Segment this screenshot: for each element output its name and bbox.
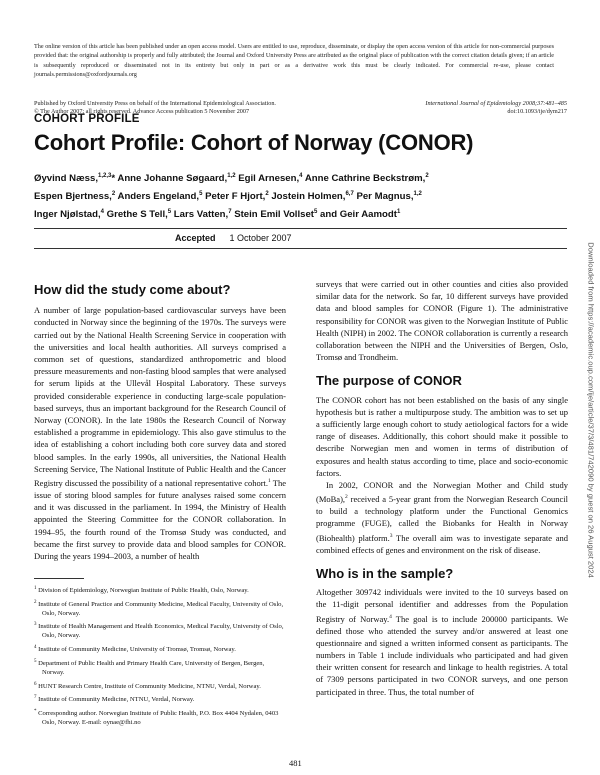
left-column — [34, 284, 286, 562]
affiliation-item: $^3$ Institute of Health Management and Health Economics, Medical Faculty, University of Oslo, Oslo, Norway. — [34, 622, 284, 640]
affiliation-item: * Corresponding author. Norwegian Institute of Public Health, P.O. Box 4404 Nydalen, 0403 Oslo, Norway. E-mail: oynae@fhi.no — [34, 709, 279, 727]
affiliation-item: $^1$ Division of Epidemiology, Norwegian Institute of Public Health, Oslo, Norway. — [34, 586, 249, 595]
paragraph-purpose-1: The CONOR cohort has not been established on the basis of any single hypothesis but is rather a multipurpose study. The ambition was to set up a sufficiently large enough cohort to study aetiological factors for a wide range of diseases. Additionally, this cohort should make it possible to describe Norwegian men and women in terms of distribution of exposures and health status according to time, place and socio-economic factors. — [316, 394, 568, 478]
accepted-label: Accepted — [175, 233, 216, 243]
page-number: 481 — [289, 758, 302, 768]
affiliation-item: $^6$ HUNT Research Centre, Institute of Community Medicine, NTNU, Verdal, Norway. — [34, 681, 261, 690]
article-kicker: COHORT PROFILE — [34, 113, 140, 125]
paragraph-origin: A number of large population-based cardiovascular surveys have been conducted in Norway since the beginning of the 1970s. The surveys were carried out by the National Health Screening Service in cooperation with the universities and local health authorities. All surveys comprised a common set of questions, standardized anthropometric and blood pressure measurements and non-fasting blood samples that were analysed for serum lipids at the Ullevål Hospital Laboratory. These surveys provided considerable experience in conducting large-scale population-based surveys, thus an important background for the Research Council of Norway (CONOR). In the late 1980s the Research Council of Norway established a programme in epidemiology. This also gave stimulus to the idea of establishing a cohort including both core survey data and stored blood samples. In the early 1990s, all universities, the National Health Screening Service, The National Institute of Public Health and the Cancer Registry discussed the possibility of a national representative cohort.$^1$ The issue of storing blood samples for future analyses raised some concern and it was discussed in the parliament. In 1994, the Ministry of Health appointed the Steering Committee for the CONOR collaboration. In 1994–95, the fourth round of the Tromsø Study was conducted, and became the first survey to provide data and blood samples for CONOR. During the years 1994–2003, a number of health — [34, 305, 286, 562]
download-watermark: Downloaded from https://academic.oup.com/ije/article/37/3/481/742090 by guest on 26 August 2024 — [586, 242, 596, 578]
affiliation-item: $^7$ Institute of Community Medicine, NTNU, Verdal, Norway. — [34, 695, 195, 704]
accepted-date-row — [175, 233, 292, 243]
footnote-rule — [34, 578, 84, 579]
section-heading-sample: Who is in the sample? — [316, 565, 454, 581]
journal-ref: International Journal of Epidemiology 2008;37:481–485 — [425, 100, 567, 107]
article-title: Cohort Profile: Cohort of Norway (CONOR) — [34, 130, 474, 155]
affiliation-item: $^5$ Department of Public Health and Primary Health Care, University of Bergen, Bergen, Norway. — [34, 658, 265, 676]
authors-line-3: Inger Njølstad,$^4$ Grethe S Tell,$^5$ Lars Vatten,$^7$ Stein Emil Vollset$^5$ and Geir Aamodt$^1$ — [34, 208, 401, 220]
authors-line-2: Espen Bjertness,$^2$ Anders Engeland,$^5$ Peter F Hjort,$^2$ Jostein Holmen,$^{6,7}$ Per Magnus,$^{1,2}$ — [34, 190, 422, 203]
accepted-rule-top — [34, 228, 567, 229]
accepted-date: 1 October 2007 — [229, 233, 292, 243]
section-heading-purpose: The purpose of CONOR — [316, 373, 462, 389]
author-list — [34, 169, 567, 223]
paragraph-sample: Altogether 309742 individuals were invited to the 10 surveys based on the 11-digit personal identifier and addresses from the Population Registry of Norway.$^4$ The goal is to include 200000 participants. We defined those who attended the survey and/or answered at least one questionnaire and signed a written informed consent as participants. The numbers in Table 1 include individuals who participated and had given their written consent for research and linkage to health registries. A total of 7309 persons participated in two CONOR surveys, and one person participated in three. Thus, the total number of — [316, 587, 568, 697]
copyright-line: © The Author 2007; all rights reserved. Advance Access publication 5 November 2007 — [34, 108, 250, 115]
section-heading-origin: How did the study come about? — [34, 282, 231, 297]
paragraph-origin-cont: surveys that were carried out in other counties and cities also provided similar data for the network. So far, 10 different surveys have provided data and blood samples for CONOR (Figure 1). The administrative responsibility for CONOR was given to the Norwegian Institute of Public Health (NIPH) in 2002. The CONOR collaboration is currently a research collaboration between the NIPH and the Universities of Bergen, Oslo, Tromsø and Trondheim. — [316, 279, 568, 363]
doi[interactable]: doi:10.1093/ije/dym217 — [507, 108, 567, 115]
authors-line-1: Øyvind Næss,$^{1,2,3}$* Anne Johanne Søgaard,$^{1,2}$ Egil Arnesen,$^4$ Anne Cathrine Beckstrøm,$^2$ — [34, 173, 429, 185]
publisher-row — [34, 100, 567, 108]
accepted-rule-bottom — [34, 248, 567, 249]
affiliation-item: $^2$ Institute of General Practice and Community Medicine, Medical Faculty, University of Oslo, Oslo, Norway. — [34, 599, 284, 617]
open-access-notice: The online version of this article has been published under an open access model. Users are entitled to use, reproduce, disseminate, or display the open access version of this article for non-commercial purposes provided that: the original authorship is properly and fully attributed; the Journal and Oxford University Press are attributed as the original place of publication with the correct citation details given; if an article is subsequently reproduced or disseminated not in its entirety but only in part or as a derivative work this must be clearly indicated. For commercial re-use, please contact journals.permissions@oxfordjournals.org — [34, 43, 554, 78]
affiliation-item: $^4$ Institute of Community Medicine, University of Tromsø, Tromsø, Norway. — [34, 645, 236, 654]
publisher-line: Published by Oxford University Press on behalf of the International Epidemiological Association. — [34, 100, 276, 107]
affiliations — [34, 585, 286, 731]
right-column — [316, 278, 568, 698]
paragraph-purpose-2: In 2002, CONOR and the Norwegian Mother and Child study (MoBa),$^2$ received a 5-year grant from the Norwegian Research Council to build a technology platform under the Functional Genomics programme (FUGE), called the Biobanks for Health in Norway (Biohealth) platform.$^3$ The overall aim was to investigate separate and combined effects of genes and environment on the risk of disease. — [316, 480, 568, 555]
